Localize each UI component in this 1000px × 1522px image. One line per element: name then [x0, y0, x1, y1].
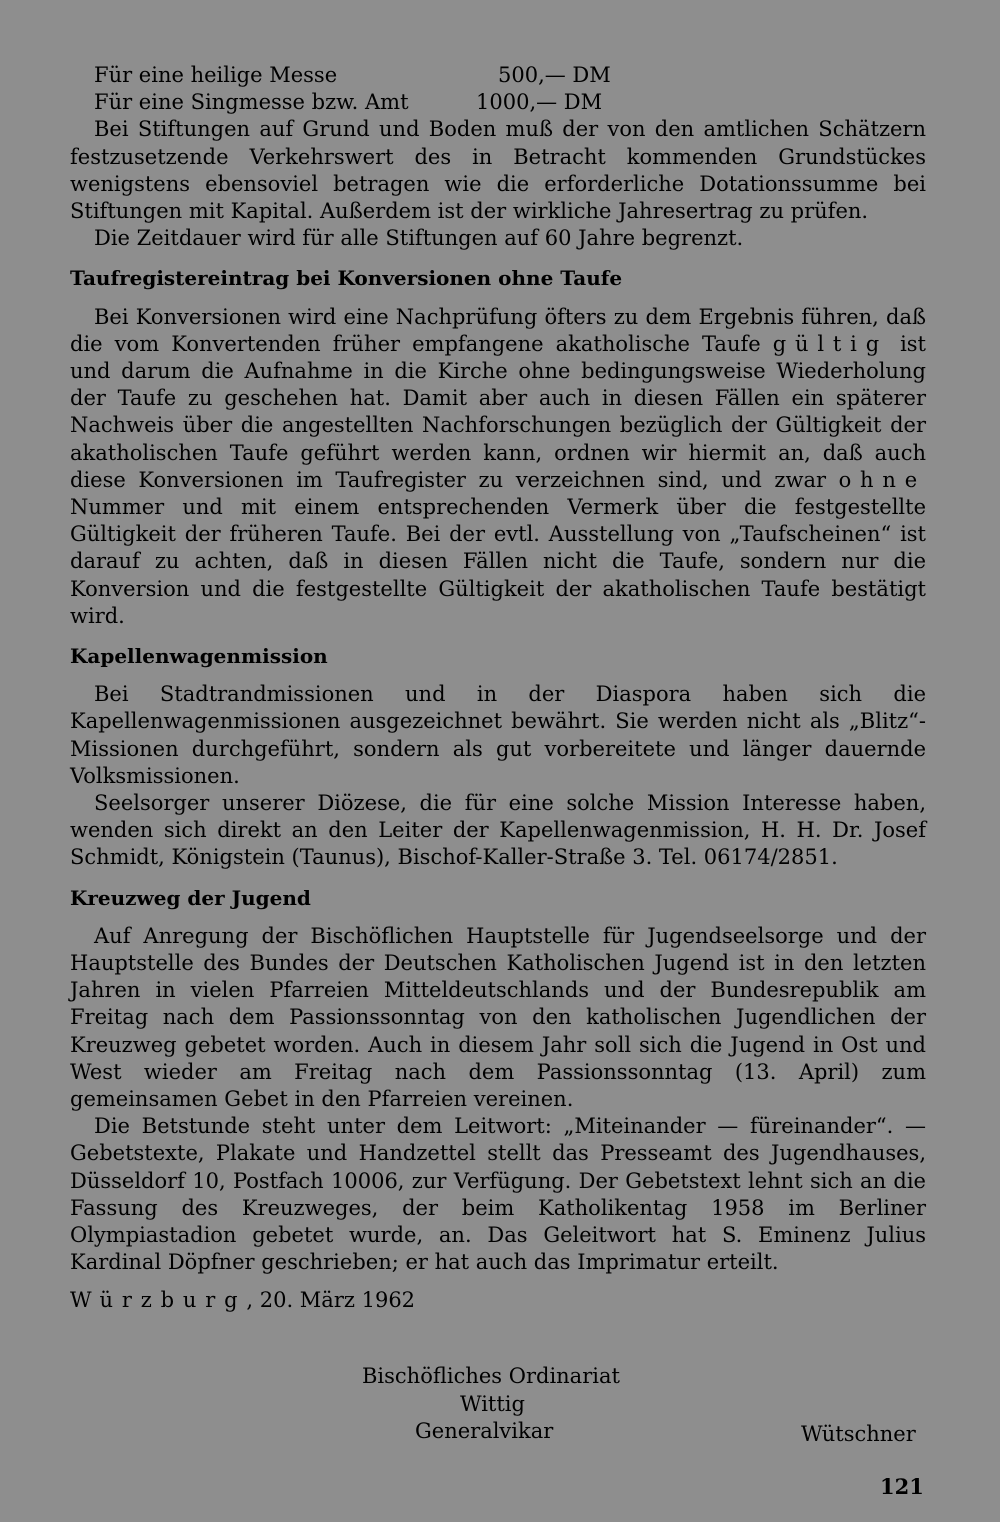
section-paragraph: Bei Stadtrandmissionen und in der Diaspora haben sich die Kapellenwagenmissionen ausgezeichnet bewährt. Sie werden nicht als „Blitz“-Missionen durchgeführt, sondern als gut vorbereitete und länger dauernde Volksmissionen. [70, 682, 926, 788]
signature-name: Wittig [460, 1392, 525, 1416]
fee-label: Für eine Singmesse bzw. Amt [94, 90, 409, 115]
intro-paragraph: Bei Stiftungen auf Grund und Boden muß der von den amtlichen Schätzern festzusetzende Verkehrswert des in Betracht kommenden Grundstückes wenigstens ebensoviel betragen wie die erforderliche Dotationssumme bei Stiftungen mit Kapital. Außerdem ist der wirkliche Jahresertrag zu prüfen. [70, 117, 926, 223]
text-run: Bei Konversionen wird eine Nachprüfung öfters zu dem Ergebnis führen, daß die vom Konvertenden früher empfangene akatholische Taufe [70, 304, 926, 356]
signature-title: Generalvikar [415, 1419, 554, 1443]
cosigner-name: Wütschner [801, 1422, 916, 1446]
dateline [70, 1287, 926, 1314]
fee-row [70, 62, 926, 89]
text-run: Nummer und mit einem entsprechenden Vermerk über die festgestellte Gültigkeit der früheren Taufe. Bei der evtl. Ausstellung von „Taufscheinen“ ist darauf zu achten, daß in diesen Fällen nicht die Taufe, sondern nur die Konversion und die festgestellte Gültigkeit der akatholischen Taufe bestätigt wird. [70, 495, 926, 628]
section-paragraph: Seelsorger unserer Diözese, die für eine solche Mission Interesse haben, wenden sich direkt an den Leiter der Kapellenwagenmission, H. H. Dr. Josef Schmidt, Königstein (Taunus), Bischof-Kaller-Straße 3. Tel. 06174/2851. [70, 791, 926, 870]
spaced-emphasis: gültig [772, 331, 888, 356]
body-text [70, 62, 926, 1314]
spaced-emphasis: ohne [838, 467, 926, 492]
section-heading: Taufregistereintrag bei Konversionen ohne Taufe [70, 266, 623, 291]
page-number: 121 [880, 1474, 924, 1499]
section-paragraph: Die Betstunde steht unter dem Leitwort: „Miteinander — füreinander“. — Gebetstexte, Plakate und Handzettel stellt das Presseamt des Jugendhauses, Düsseldorf 10, Postfach 10006, zur Verfügung. Der Gebetstext lehnt sich an die Fassung des Kreuzweges, der beim Katholikentag 1958 im Berliner Olympiastadion gebetet wurde, an. Das Geleitwort hat S. Eminenz Julius Kardinal Döpfner geschrieben; er hat auch das Imprimatur erteilt. [70, 1114, 926, 1275]
text-run: ist und darum die Aufnahme in die Kirche ohne bedingungsweise Wiederholung der Taufe zu geschehen hat. Damit aber auch in diesen Fällen ein späterer Nachweis über die angestellten Nachforschungen bezüglich der Gültigkeit der akatholischen Taufe geführt werden kann, ordnen wir hiermit an, daß auch diese Konversionen im Taufregister zu verzeichnen sind, und zwar [70, 331, 926, 492]
section-paragraph: Auf Anregung der Bischöflichen Hauptstelle für Jugendseelsorge und der Hauptstelle des Bundes der Deutschen Katholischen Jugend ist in den letzten Jahren in vielen Pfarreien Mitteldeutschlands und der Bundesrepublik am Freitag nach dem Passionssonntag von den katholischen Jugendlichen der Kreuzweg gebetet worden. Auch in diesem Jahr soll sich die Jugend in Ost und West wieder am Freitag nach dem Passionssonntag (13. April) zum gemeinsamen Gebet in den Pfarreien vereinen. [70, 923, 926, 1112]
intro-paragraph: Die Zeitdauer wird für alle Stiftungen auf 60 Jahre begrenzt. [94, 226, 744, 251]
section-heading: Kreuzweg der Jugend [70, 885, 311, 910]
fee-amount: 500,— DM [498, 63, 611, 87]
date: , 20. März 1962 [246, 1287, 416, 1312]
fee-label: Für eine heilige Messe [94, 63, 338, 87]
section-paragraph [70, 304, 926, 630]
section-heading: Kapellenwagenmission [70, 644, 328, 669]
signature-office: Bischöfliches Ordinariat [362, 1364, 620, 1388]
fee-amount: 1000,— DM [476, 90, 603, 115]
place-name: Würzburg [70, 1287, 247, 1312]
fee-row [70, 89, 926, 116]
